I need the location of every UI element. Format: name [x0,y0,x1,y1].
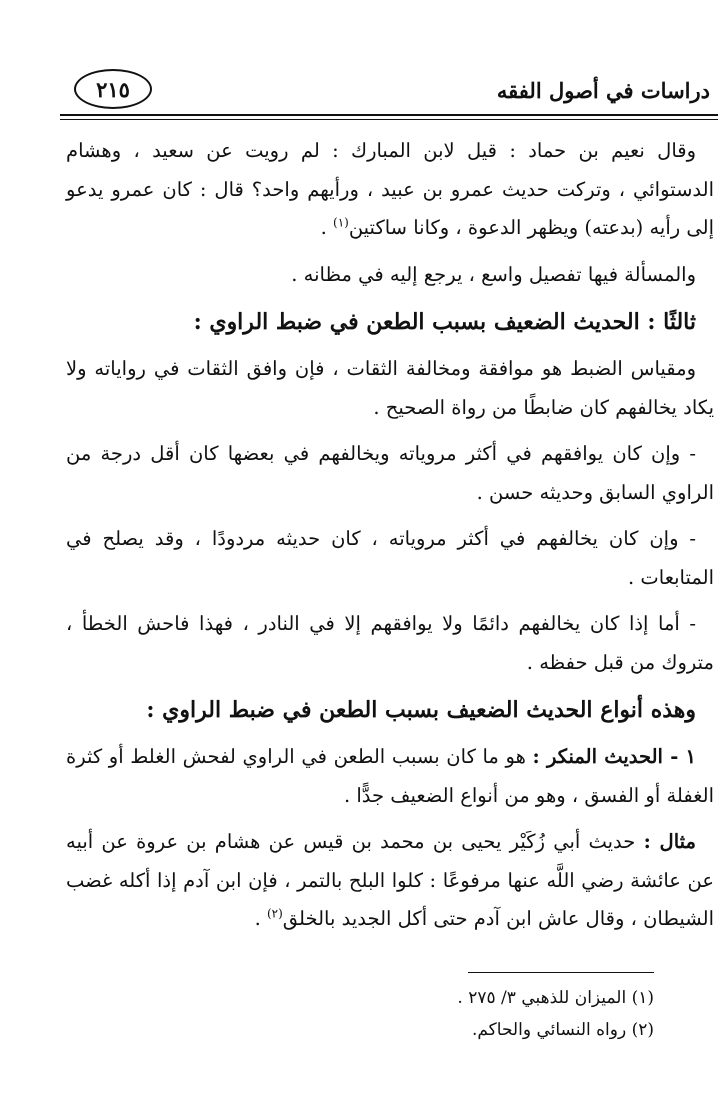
paragraph-dash-1: - وإن كان يوافقهم في أكثر مروياته ويخالفهم في بعضها كان أقل درجة من الراوي السابق وحديثه حسن . [66,442,714,504]
section-heading-types: وهذه أنواع الحديث الضعيف بسبب الطعن في ضبط الراوي : [146,697,696,723]
paragraph-miqyas: ومقياس الضبط هو موافقة ومخالفة الثقات ، فإن وافق الثقات في رواياته ولا يكاد يخالفهم كان ضابطًا من رواة الصحيح . [66,357,714,419]
page-number-oval [74,69,152,109]
header-rule-thin [60,119,718,120]
paragraph-text: حديث أبي زُكَيْر يحيى بن محمد بن قيس عن هشام بن عروة عن أبيه عن عائشة رضي اللَّه عنها مرفوعًا : كلوا البلح بالتمر ، فإن ابن آدم إذا أكله غضب الشيطان ، وقال عاش ابن آدم حتى أكل الجديد بالخلق [66,830,714,930]
paragraph-dash-2: - وإن كان يخالفهم في أكثر مروياته ، كان حديثه مردودًا ، وقد يصلح في المتابعات . [66,527,714,589]
example-label: مثال : [643,830,696,853]
footnotes [200,982,654,1046]
paragraph-masala: والمسألة فيها تفصيل واسع ، يرجع إليه في مظانه . [291,262,696,286]
header-rule-thick [60,114,718,116]
footnote-separator [468,972,654,973]
paragraph-end: . [254,907,267,930]
footnote-ref-2[interactable]: (٢) [266,906,283,921]
paragraph-dash-3: - أما إذا كان يخالفهم دائمًا ولا يوافقهم إلا في النادر ، فهذا فاحش الخطأ ، متروك من قبل حفظه . [66,612,714,674]
main-text [66,132,714,947]
section-heading-third: ثالثًا : الحديث الضعيف بسبب الطعن في ضبط الراوي : [193,309,696,335]
paragraph-end: . [320,216,333,239]
page-number: ٢١٥ [96,76,130,102]
paragraph-munkar [66,738,714,815]
paragraph-text: هو ما كان بسبب الطعن في الراوي لفحش الغلط أو كثرة الغفلة أو الفسق ، وهو من أنواع الضعيف جدًّا . [66,745,714,807]
footnote-1: (١) الميزان للذهبي ٣/ ٢٧٥ . [457,988,654,1008]
footnote-ref-1[interactable]: (١) [333,215,349,230]
paragraph-example [66,823,714,939]
running-title: دراسات في أصول الفقه [496,78,710,103]
term-munkar: ١ - الحديث المنكر : [532,745,697,768]
footnote-2: (٢) رواه النسائي والحاكم. [471,1020,654,1040]
paragraph-text: وقال نعيم بن حماد : قيل لابن المبارك : لم رويت عن سعيد ، وهشام الدستوائي ، وتركت حديث عمرو بن عبيد ، ورأيهم واحد؟ قال : كان عمرو يدعو إلى رأيه (بدعته) ويظهر الدعوة ، وكانا ساكتين [66,139,714,239]
paragraph-nuaym [66,132,714,248]
